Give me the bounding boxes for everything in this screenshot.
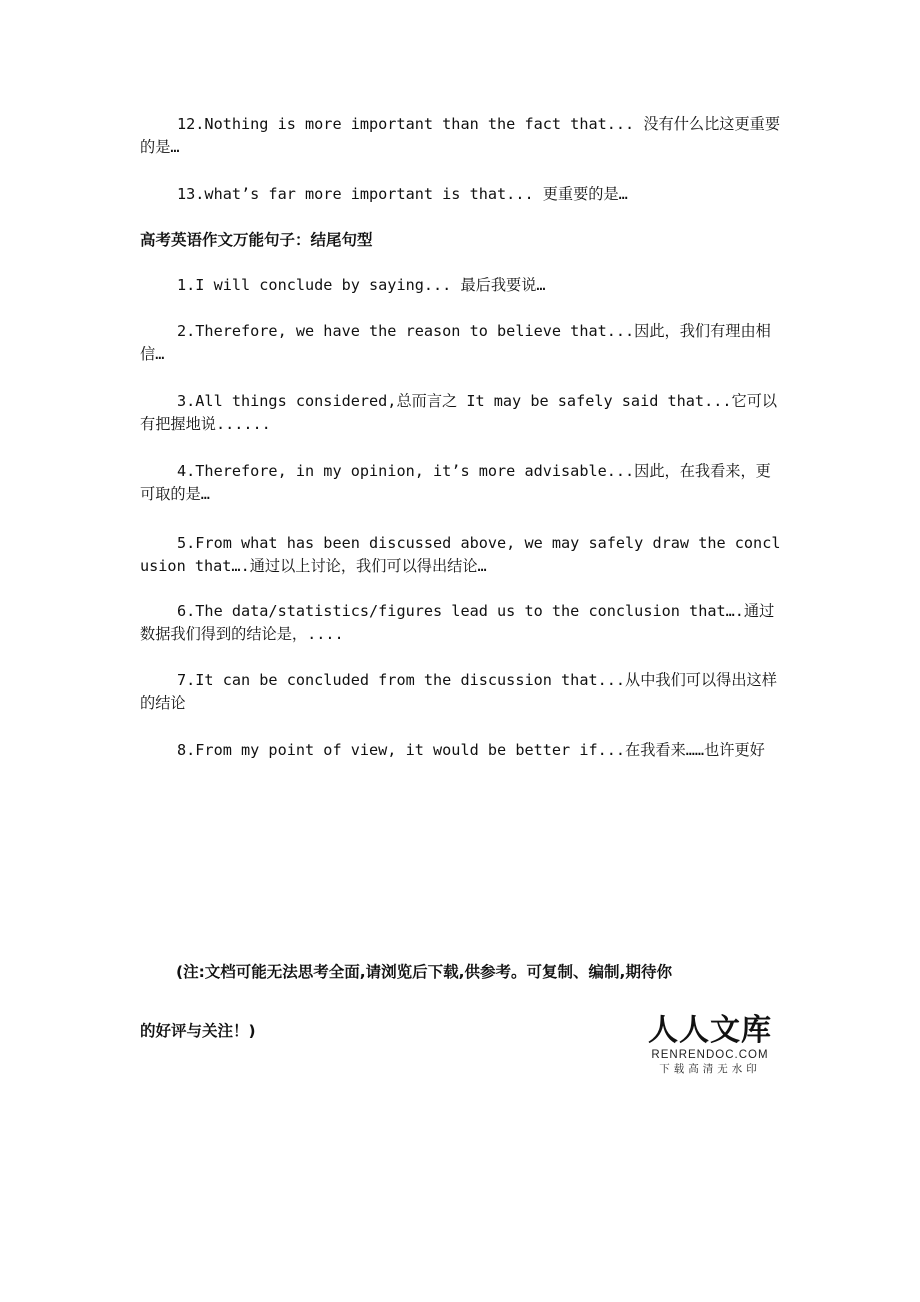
- paragraph-13: 13.what’s far more important is that... 更重要的是…: [177, 185, 628, 203]
- paragraph-2: 2.Therefore, we have the reason to believe that...因此，我们有理由相信…: [140, 322, 771, 363]
- paragraph-3: 3.All things considered,总而言之 It may be safely said that...它可以有把握地说......: [140, 392, 778, 433]
- watermark-tagline: 下载高清无水印: [659, 1063, 761, 1075]
- paragraph-1: 1.I will conclude by saying... 最后我要说…: [177, 276, 546, 294]
- paragraph-4: 4.Therefore, in my opinion, it’s more advisable...因此，在我看来，更可取的是…: [140, 462, 771, 503]
- paragraph-5: 5.From what has been discussed above, we may safely draw the conclusion that….通过以上讨论，我们可以得出结论…: [140, 534, 781, 575]
- note-line-1: (注:文档可能无法思考全面,请浏览后下载,供参考。可复制、编制,期待你: [176, 963, 672, 981]
- watermark-url: RENRENDOC.COM: [651, 1049, 769, 1061]
- paragraph-12: 12.Nothing is more important than the fact that... 没有什么比这更重要的是…: [140, 115, 781, 156]
- watermark-logo: 人人文库: [648, 1013, 772, 1048]
- paragraph-7: 7.It can be concluded from the discussion that...从中我们可以得出这样的结论: [140, 671, 777, 712]
- section-heading: 高考英语作文万能句子：结尾句型: [140, 231, 373, 249]
- renrendoc-watermark: [646, 1014, 774, 1076]
- paragraph-8: 8.From my point of view, it would be better if...在我看来……也许更好: [177, 741, 765, 759]
- note-line-2: 的好评与关注！): [140, 1022, 256, 1040]
- paragraph-6: 6.The data/statistics/figures lead us to the conclusion that….通过数据我们得到的结论是，....: [140, 602, 775, 643]
